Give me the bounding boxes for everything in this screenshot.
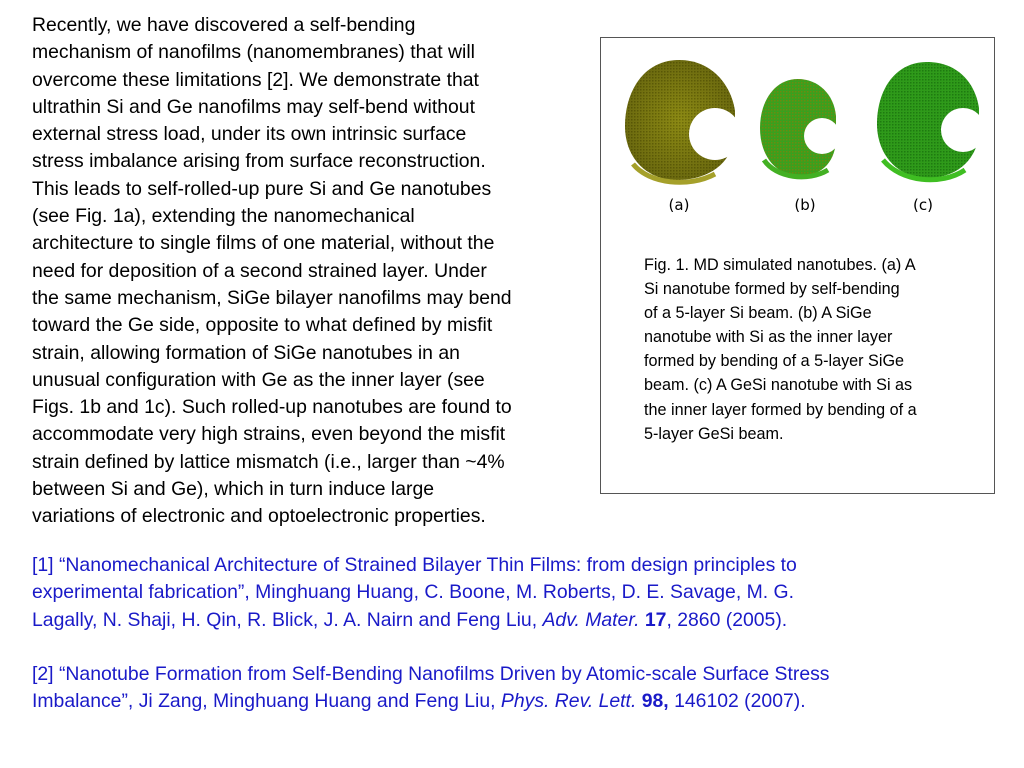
reference-authors-tail: Imbalance”, Ji Zang, Minghuang Huang and Feng Liu, xyxy=(32,690,501,713)
body-line: variations of electronic and optoelectronic properties. xyxy=(32,505,486,528)
body-line: overcome these limitations [2]. We demonstrate that xyxy=(32,68,479,91)
body-line: accommodate very high strains, even beyond the misfit xyxy=(32,423,506,446)
reference-line xyxy=(32,688,1012,715)
figure-1 xyxy=(600,37,995,494)
body-line: external stress load, under its own intrinsic surface xyxy=(32,123,467,146)
reference-2 xyxy=(32,661,1012,716)
reference-authors-tail: Lagally, N. Shaji, H. Qin, R. Blick, J. A. Nairn and Feng Liu, xyxy=(32,608,543,631)
panel-label-a: (a) xyxy=(668,196,690,214)
nanotube-b-image xyxy=(756,76,838,181)
caption-line: Fig. 1. MD simulated nanotubes. (a) A xyxy=(644,256,916,274)
caption-line: beam. (c) A GeSi nanotube with Si as xyxy=(644,376,913,395)
body-paragraph xyxy=(32,12,598,531)
figure-caption xyxy=(644,253,989,446)
journal-volume: 17 xyxy=(644,608,667,631)
nanotube-a-image xyxy=(619,56,739,191)
references xyxy=(32,552,1012,742)
body-line: This leads to self-rolled-up pure Si and Ge nanotubes xyxy=(32,177,492,200)
body-line: unusual configuration with Ge as the inner layer (see xyxy=(32,368,485,391)
reference-line: [2] “Nanotube Formation from Self-Bending Nanofilms Driven by Atomic-scale Surface Stress xyxy=(32,662,830,685)
body-line: strain, allowing formation of SiGe nanotubes in an xyxy=(32,341,460,364)
body-line: ultrathin Si and Ge nanofilms may self-bend without xyxy=(32,95,475,118)
reference-line xyxy=(32,607,1012,634)
journal-name: Adv. Mater. xyxy=(542,608,640,631)
body-line: architecture to single films of one material, without the xyxy=(32,232,495,255)
body-line: Figs. 1b and 1c). Such rolled-up nanotubes are found to xyxy=(32,396,512,419)
caption-line: Si nanotube formed by self-bending xyxy=(644,280,900,299)
journal-pages-year: , 2860 (2005). xyxy=(666,608,788,631)
body-line: Recently, we have discovered a self-bending xyxy=(32,14,416,36)
journal-volume: 98, xyxy=(641,690,669,713)
body-line: between Si and Ge), which in turn induce large xyxy=(32,478,435,501)
body-line: need for deposition of a second strained layer. Under xyxy=(32,259,487,282)
panel-label-b: (b) xyxy=(794,196,816,214)
body-line: strain defined by lattice mismatch (i.e., larger than ~4% xyxy=(32,450,505,473)
journal-name: Phys. Rev. Lett. xyxy=(500,690,637,713)
caption-line: the inner layer formed by bending of a xyxy=(644,400,917,419)
caption-line: of a 5-layer Si beam. (b) A SiGe xyxy=(644,304,872,323)
reference-line: experimental fabrication”, Minghuang Huang, C. Boone, M. Roberts, D. E. Savage, M. G. xyxy=(32,581,794,604)
body-line: toward the Ge side, opposite to what defined by misfit xyxy=(32,314,493,337)
body-line: the same mechanism, SiGe bilayer nanofilms may bend xyxy=(32,286,512,309)
reference-line: [1] “Nanomechanical Architecture of Strained Bilayer Thin Films: from design principles to xyxy=(32,554,797,576)
reference-1 xyxy=(32,552,1012,634)
caption-line: formed by bending of a 5-layer SiGe xyxy=(644,352,905,371)
body-line: stress imbalance arising from surface reconstruction. xyxy=(32,150,486,173)
caption-line: nanotube with Si as the inner layer xyxy=(644,328,893,347)
journal-pages-year: 146102 (2007). xyxy=(668,690,806,713)
nanotube-c-image xyxy=(871,58,983,186)
caption-line: 5-layer GeSi beam. xyxy=(644,424,784,443)
body-line: mechanism of nanofilms (nanomembranes) that will xyxy=(32,41,475,64)
panel-label-c: (c) xyxy=(913,196,933,214)
body-line: (see Fig. 1a), extending the nanomechanical xyxy=(32,205,415,228)
